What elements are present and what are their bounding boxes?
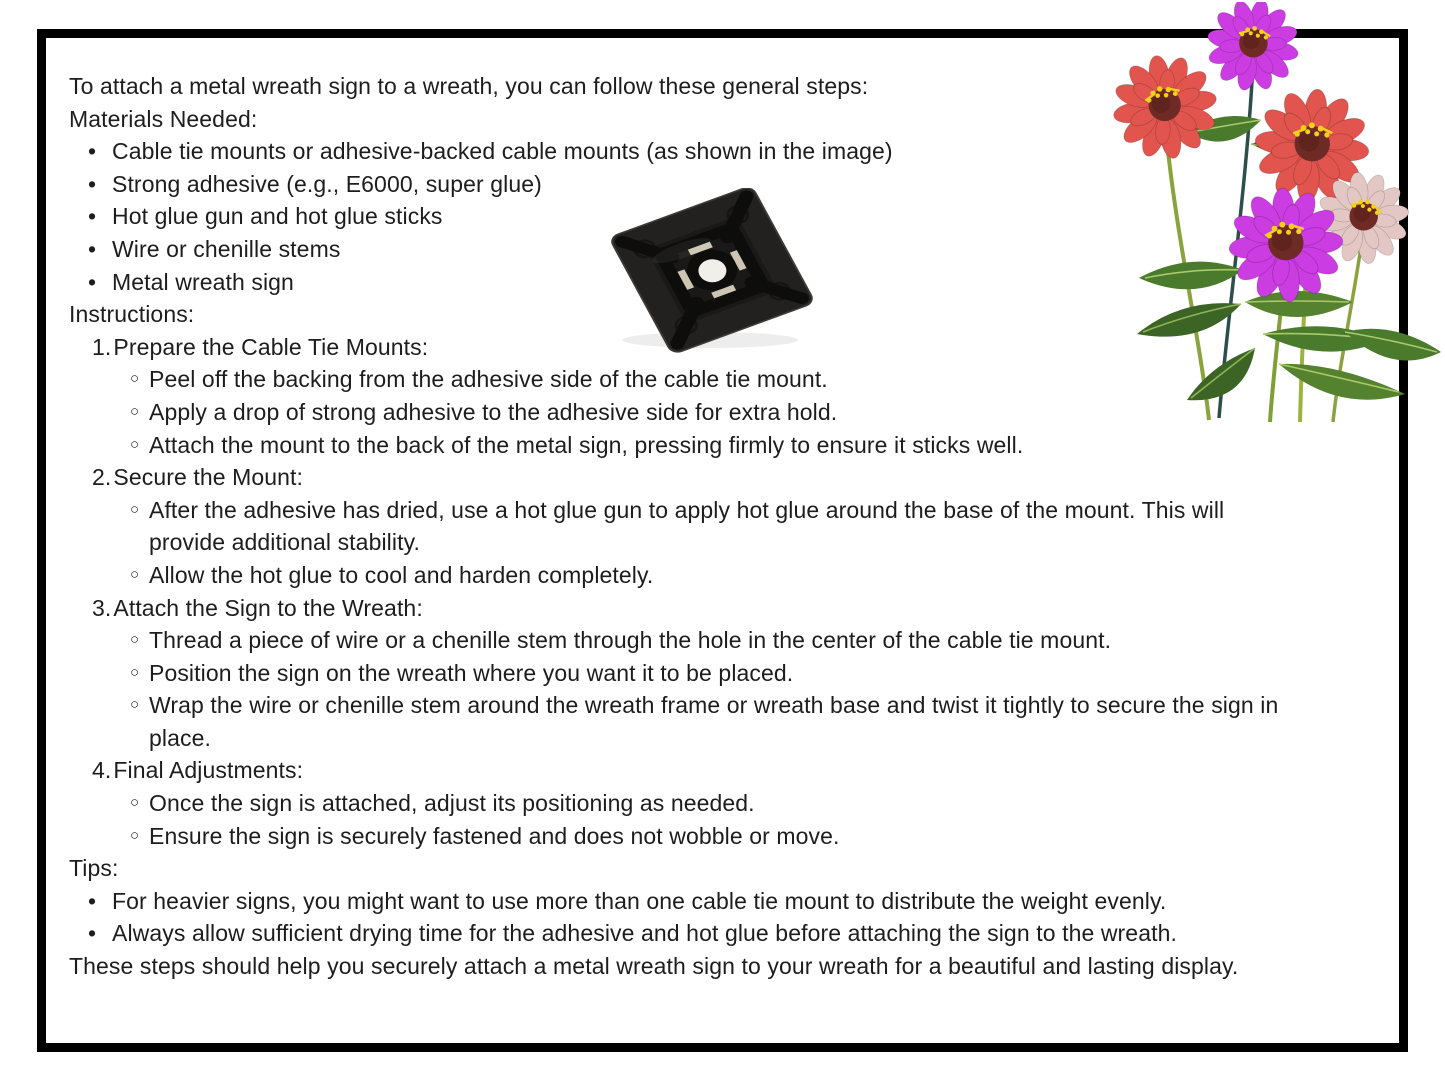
tip-item-text: Always allow sufficient drying time for the adhesive and hot glue before attaching the sign to the wreath. — [112, 920, 1177, 947]
tips-heading: Tips: — [69, 855, 119, 882]
circle-bullet-icon: ○ — [130, 696, 140, 714]
substep-text: Peel off the backing from the adhesive side of the cable tie mount. — [149, 366, 828, 393]
step-title-text: Attach the Sign to the Wreath: — [113, 594, 423, 621]
material-item-text: Strong adhesive (e.g., E6000, super glue) — [112, 170, 542, 197]
step-number: 1. — [92, 333, 112, 360]
step-number: 2. — [92, 464, 112, 491]
substep-text: Once the sign is attached, adjust its positioning as needed. — [149, 790, 755, 817]
bullet-icon: • — [88, 268, 97, 295]
substep — [130, 657, 1298, 690]
substep — [130, 820, 1298, 853]
step-title — [92, 754, 1331, 787]
circle-bullet-icon: ○ — [130, 402, 140, 420]
step-title-text: Secure the Mount: — [113, 464, 304, 491]
circle-bullet-icon: ○ — [130, 826, 140, 844]
step-title-text: Prepare the Cable Tie Mounts: — [113, 333, 429, 360]
substep — [130, 494, 1298, 559]
material-item-text: Wire or chenille stems — [112, 235, 341, 262]
material-item-text: Hot glue gun and hot glue sticks — [112, 203, 443, 230]
circle-bullet-icon: ○ — [130, 794, 140, 812]
substep — [130, 689, 1298, 754]
circle-bullet-icon: ○ — [130, 500, 140, 518]
bullet-icon: • — [88, 920, 97, 947]
bullet-icon: • — [88, 235, 97, 262]
step-title — [92, 592, 1331, 625]
circle-bullet-icon: ○ — [130, 631, 140, 649]
substep — [130, 787, 1298, 820]
material-item-text: Cable tie mounts or adhesive-backed cable mounts (as shown in the image) — [112, 138, 893, 165]
substep-text: Thread a piece of wire or a chenille stem through the hole in the center of the cable tie mount. — [149, 627, 1112, 654]
substep-text: Wrap the wire or chenille stem around the wreath frame or wreath base and twist it tightly to secure the sign in place. — [149, 692, 1279, 751]
substep-text: Position the sign on the wreath where you want it to be placed. — [149, 659, 794, 686]
instructions-heading: Instructions: — [69, 301, 195, 328]
step-title — [92, 461, 1331, 494]
circle-bullet-icon: ○ — [130, 370, 140, 388]
step-title-text: Final Adjustments: — [113, 757, 304, 784]
closing-line: These steps should help you securely attach a metal wreath sign to your wreath for a beautiful and lasting display. — [69, 953, 1239, 980]
substep-text: Allow the hot glue to cool and harden completely. — [149, 561, 654, 588]
substep-text: Attach the mount to the back of the metal sign, pressing firmly to ensure it sticks well. — [149, 431, 1024, 458]
cable-tie-mount-photo — [598, 188, 823, 356]
circle-bullet-icon: ○ — [130, 435, 140, 453]
materials-heading: Materials Needed: — [69, 105, 258, 132]
material-item-text: Metal wreath sign — [112, 268, 294, 295]
bullet-icon: • — [88, 887, 97, 914]
circle-bullet-icon: ○ — [130, 565, 140, 583]
tip-item — [88, 885, 1331, 918]
tip-item — [88, 917, 1331, 950]
step-number: 4. — [92, 757, 112, 784]
substep-text: Ensure the sign is securely fastened and does not wobble or move. — [149, 822, 840, 849]
bullet-icon: • — [88, 170, 97, 197]
step-number: 3. — [92, 594, 112, 621]
substep-text: After the adhesive has dried, use a hot glue gun to apply hot glue around the base of the mount. This will provide additional stability. — [149, 496, 1225, 556]
bullet-icon: • — [88, 138, 97, 165]
substep-text: Apply a drop of strong adhesive to the adhesive side for extra hold. — [149, 398, 838, 425]
tip-item-text: For heavier signs, you might want to use more than one cable tie mount to distribute the weight evenly. — [112, 887, 1167, 914]
substep — [130, 624, 1298, 657]
substep — [130, 429, 1298, 462]
substep — [130, 559, 1298, 592]
circle-bullet-icon: ○ — [130, 663, 140, 681]
bullet-icon: • — [88, 203, 97, 230]
zinnia-flowers-illustration — [1093, 2, 1445, 430]
intro-line: To attach a metal wreath sign to a wreath, you can follow these general steps: — [69, 73, 869, 99]
